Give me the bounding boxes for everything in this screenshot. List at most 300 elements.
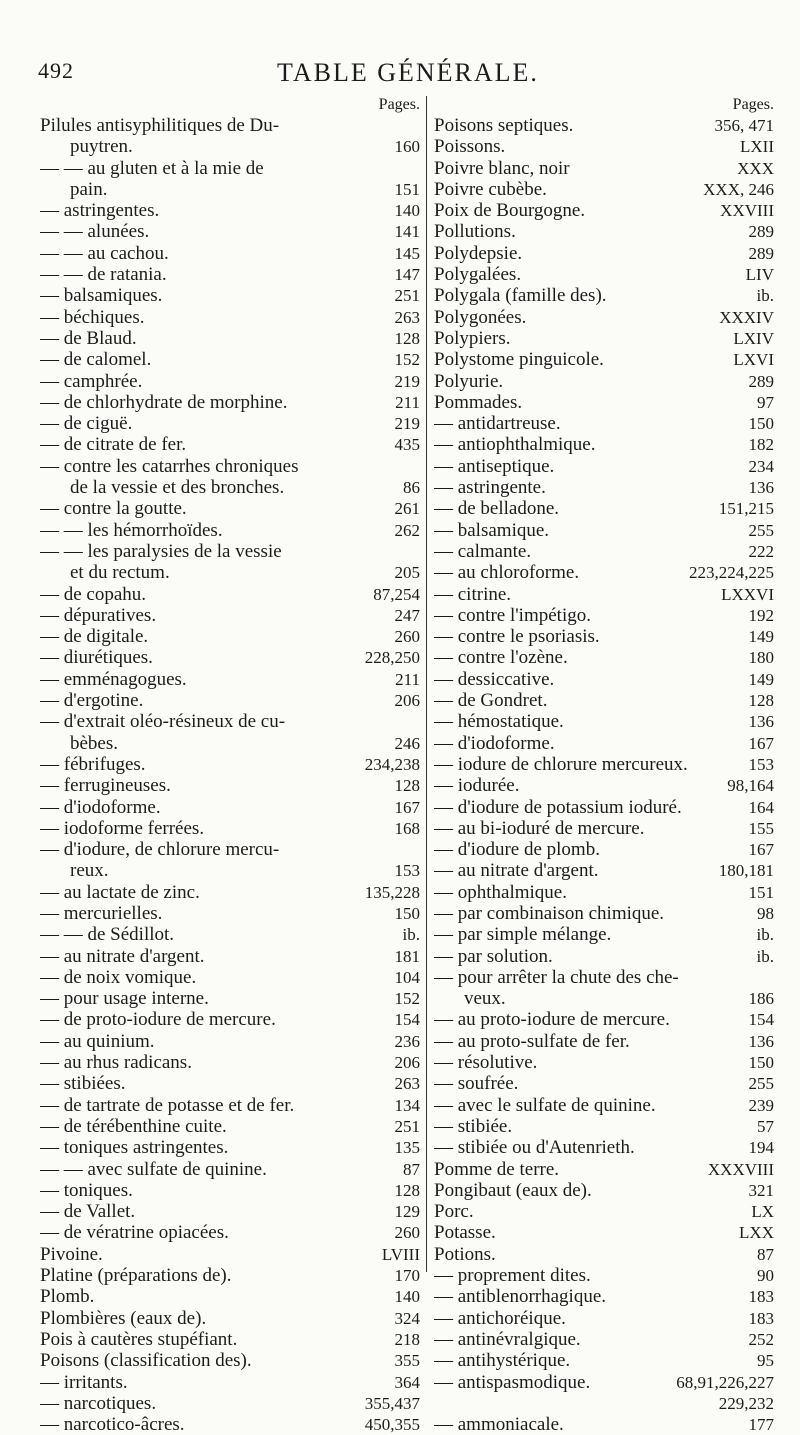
- entry-term: — au lactate de zinc.: [40, 881, 200, 903]
- entry-term: — stibiée.: [434, 1115, 513, 1137]
- entry-page-ref: LXIV: [733, 328, 774, 348]
- entry-page-ref: 170: [394, 1266, 420, 1286]
- entry-term: — — de ratania.: [40, 264, 167, 286]
- entry-term: Poix de Bourgogne.: [434, 200, 586, 222]
- index-entry: [434, 1159, 774, 1180]
- index-entry: [40, 1073, 420, 1094]
- index-entry: [40, 690, 420, 711]
- entry-term: Polypiers.: [434, 327, 511, 349]
- entry-term: — d'iodoforme.: [434, 732, 555, 754]
- entry-page-ref: 192: [748, 605, 774, 625]
- index-entry: [40, 605, 420, 626]
- entry-page-ref: 229,232: [718, 1393, 774, 1413]
- index-entry: [434, 1286, 774, 1307]
- entry-page-ref: 251: [394, 286, 420, 306]
- entry-page-ref: XXXVIII: [707, 1159, 774, 1179]
- entry-term: Platine (préparations de).: [40, 1265, 232, 1287]
- entry-page-ref: 324: [394, 1308, 420, 1328]
- entry-page-ref: 206: [394, 691, 420, 711]
- entry-term: — ophthalmique.: [434, 881, 567, 903]
- index-entry: [434, 1009, 774, 1030]
- entry-page-ref: 155: [748, 818, 774, 838]
- entry-page-ref: LXVI: [733, 350, 774, 370]
- entry-term: — de tartrate de potasse et de fer.: [40, 1094, 295, 1116]
- entry-page-ref: 355,437: [364, 1393, 420, 1413]
- index-entry-list: [40, 115, 420, 1435]
- entry-term: — stibiées.: [40, 1073, 126, 1095]
- entry-page-ref: 87,254: [373, 584, 420, 604]
- entry-term: Poivre cubèbe.: [434, 178, 547, 200]
- entry-page-ref: 183: [748, 1308, 774, 1328]
- entry-page-ref: 90: [757, 1266, 774, 1286]
- entry-term: — — au gluten et à la mie de: [40, 157, 264, 179]
- entry-page-ref: 129: [394, 1202, 420, 1222]
- index-entry: [40, 584, 420, 605]
- entry-page-ref: 152: [394, 989, 420, 1009]
- entry-term: Pommades.: [434, 391, 523, 413]
- index-entry: [40, 498, 420, 519]
- entry-page-ref: 151,215: [718, 499, 774, 519]
- index-entry: [434, 158, 774, 179]
- index-entry: [434, 1095, 774, 1116]
- entry-page-ref: 263: [394, 307, 420, 327]
- entry-term: — — de Sédillot.: [40, 924, 175, 946]
- index-entry: [434, 562, 774, 583]
- index-entry: [40, 307, 420, 328]
- entry-page-ref: ib.: [756, 946, 774, 966]
- entry-page-ref: LXXVI: [721, 584, 774, 604]
- entry-term: Polydepsie.: [434, 242, 523, 264]
- entry-term: — pour arrêter la chute des che-: [434, 966, 679, 988]
- running-title: TABLE GÉNÉRALE.: [277, 58, 539, 87]
- entry-page-ref: XXX, 246: [703, 179, 774, 199]
- entry-page-ref: 153: [394, 861, 420, 881]
- entry-term: — de térébenthine cuite.: [40, 1115, 227, 1137]
- entry-page-ref: 356, 471: [714, 116, 774, 135]
- index-entry: [40, 158, 420, 179]
- entry-page-ref: 98: [757, 903, 774, 923]
- index-entry-list: [434, 115, 774, 1435]
- index-entry: [40, 1201, 420, 1222]
- index-entry: [434, 520, 774, 541]
- index-entry: [40, 1393, 420, 1414]
- index-entry: [434, 647, 774, 668]
- entry-term: — mercurielles.: [40, 902, 163, 924]
- entry-term: — astringente.: [434, 477, 546, 499]
- entry-term: — narcotico-âcres.: [40, 1414, 185, 1435]
- index-entry: [40, 562, 420, 583]
- index-entry: [40, 541, 420, 562]
- index-entry: [434, 1414, 774, 1435]
- index-entry: [434, 733, 774, 754]
- index-entry: [40, 1116, 420, 1137]
- entry-term: — antichoréique.: [434, 1307, 566, 1329]
- entry-term: — antiophthalmique.: [434, 434, 596, 456]
- entry-page-ref: 289: [748, 243, 774, 263]
- entry-page-ref: XXX: [737, 158, 774, 178]
- index-entry: [434, 797, 774, 818]
- entry-page-ref: 183: [748, 1287, 774, 1307]
- index-entry: [40, 1137, 420, 1158]
- entry-term: — — alunées.: [40, 221, 150, 243]
- entry-term: — contre l'impétigo.: [434, 604, 591, 626]
- entry-page-ref: 289: [748, 371, 774, 391]
- entry-term: — astringentes.: [40, 200, 160, 222]
- entry-term: — antinévralgique.: [434, 1328, 581, 1350]
- index-entry: [40, 1095, 420, 1116]
- entry-term: — proprement dites.: [434, 1265, 591, 1287]
- entry-page-ref: 68,91,226,227: [676, 1372, 774, 1392]
- entry-term: — citrine.: [434, 583, 512, 605]
- index-entry: [40, 221, 420, 242]
- index-entry: [40, 1009, 420, 1030]
- entry-term: — pour usage interne.: [40, 988, 209, 1010]
- entry-term: — par solution.: [434, 945, 553, 967]
- index-entry: [434, 477, 774, 498]
- index-entry: [40, 328, 420, 349]
- entry-page-ref: 194: [748, 1138, 774, 1158]
- entry-term: — — avec sulfate de quinine.: [40, 1158, 267, 1180]
- entry-term: — d'extrait oléo-résineux de cu-: [40, 711, 286, 733]
- entry-term: — au rhus radicans.: [40, 1052, 192, 1074]
- entry-term: — avec le sulfate de quinine.: [434, 1094, 656, 1116]
- index-entry: [434, 1329, 774, 1350]
- entry-term: Pivoine.: [40, 1243, 103, 1265]
- entry-term: — de noix vomique.: [40, 966, 197, 988]
- entry-term: Pongibaut (eaux de).: [434, 1179, 592, 1201]
- entry-term: et du rectum.: [70, 562, 170, 584]
- index-entry: [434, 498, 774, 519]
- entry-term: — iodurée.: [434, 775, 520, 797]
- index-entry: [434, 349, 774, 370]
- entry-page-ref: 355: [394, 1351, 420, 1371]
- entry-page-ref: 247: [394, 605, 420, 625]
- entry-page-ref: 151: [394, 179, 420, 199]
- index-entry: [40, 1286, 420, 1307]
- entry-term: — antihystérique.: [434, 1350, 571, 1372]
- entry-term: — emménagogues.: [40, 668, 187, 690]
- entry-page-ref: 289: [748, 222, 774, 242]
- entry-page-ref: 87: [757, 1244, 774, 1264]
- entry-page-ref: 435: [394, 435, 420, 455]
- page-header: [38, 58, 778, 88]
- index-entry: [434, 179, 774, 200]
- entry-term: — de chlorhydrate de morphine.: [40, 391, 288, 413]
- entry-page-ref: 150: [394, 903, 420, 923]
- index-entry: [40, 243, 420, 264]
- entry-term: — toniques astringentes.: [40, 1137, 229, 1159]
- entry-page-ref: 147: [394, 265, 420, 285]
- entry-term: — antiseptique.: [434, 455, 555, 477]
- entry-term: — iodoforme ferrées.: [40, 817, 205, 839]
- entry-page-ref: 236: [394, 1031, 420, 1051]
- index-entry: [40, 839, 420, 860]
- index-entry: [434, 1031, 774, 1052]
- entry-page-ref: 206: [394, 1053, 420, 1073]
- index-entry: [434, 626, 774, 647]
- index-entry: [40, 1308, 420, 1329]
- entry-term: Pomme de terre.: [434, 1158, 560, 1180]
- entry-term: — au bi-ioduré de mercure.: [434, 817, 645, 839]
- pages-column-label: Pages.: [732, 96, 774, 113]
- entry-term: — d'ergotine.: [40, 690, 144, 712]
- entry-page-ref: 140: [394, 201, 420, 221]
- entry-term: de la vessie et des bronches.: [70, 477, 285, 499]
- index-entry: [40, 1350, 420, 1371]
- index-entry: [434, 903, 774, 924]
- entry-page-ref: 321: [748, 1180, 774, 1200]
- index-entry: [40, 988, 420, 1009]
- index-entry: [40, 1222, 420, 1243]
- index-entry: [434, 818, 774, 839]
- entry-page-ref: 128: [748, 691, 774, 711]
- entry-page-ref: 135: [394, 1138, 420, 1158]
- entry-page-ref: 134: [394, 1095, 420, 1115]
- entry-term: — balsamiques.: [40, 285, 163, 307]
- entry-term: — narcotiques.: [40, 1392, 157, 1414]
- entry-page-ref: 136: [748, 478, 774, 498]
- index-entry: [40, 1329, 420, 1350]
- entry-term: — résolutive.: [434, 1052, 538, 1074]
- entry-term: — — au cachou.: [40, 242, 169, 264]
- entry-page-ref: ib.: [756, 925, 774, 945]
- index-entry: [434, 434, 774, 455]
- entry-page-ref: 167: [748, 840, 774, 860]
- entry-page-ref: 246: [394, 733, 420, 753]
- entry-page-ref: 95: [757, 1351, 774, 1371]
- entry-term: puytren.: [70, 136, 133, 158]
- index-entry: [434, 541, 774, 562]
- entry-term: — d'iodure de plomb.: [434, 839, 600, 861]
- entry-term: — antidartreuse.: [434, 413, 561, 435]
- index-entry: [434, 200, 774, 221]
- entry-page-ref: 145: [394, 243, 420, 263]
- entry-term: — d'iodure de potassium ioduré.: [434, 796, 682, 818]
- index-entry: [434, 711, 774, 732]
- index-entry: [40, 349, 420, 370]
- entry-term: — — les paralysies de la vessie: [40, 540, 282, 562]
- entry-page-ref: 167: [748, 733, 774, 753]
- entry-page-ref: ib.: [402, 925, 420, 945]
- entry-page-ref: 151: [748, 882, 774, 902]
- entry-page-ref: 150: [748, 414, 774, 434]
- index-entry: [40, 413, 420, 434]
- index-entry: [40, 392, 420, 413]
- entry-page-ref: 98,164: [727, 776, 774, 796]
- index-entry: [40, 669, 420, 690]
- entry-page-ref: 218: [394, 1329, 420, 1349]
- index-entry: [40, 754, 420, 775]
- column-divider: [426, 96, 427, 1272]
- entry-page-ref: 181: [394, 946, 420, 966]
- entry-page-ref: 180: [748, 648, 774, 668]
- pages-column-label: Pages.: [378, 96, 420, 113]
- entry-term: — diurétiques.: [40, 647, 153, 669]
- entry-term: — antispasmodique.: [434, 1371, 591, 1393]
- index-entry: [434, 221, 774, 242]
- index-entry: [40, 818, 420, 839]
- entry-page-ref: 263: [394, 1074, 420, 1094]
- entry-page-ref: 182: [748, 435, 774, 455]
- entry-term: — balsamique.: [434, 519, 550, 541]
- entry-page-ref: 255: [748, 520, 774, 540]
- entry-term: — de Vallet.: [40, 1201, 136, 1223]
- entry-page-ref: 261: [394, 499, 420, 519]
- entry-term: reux.: [70, 860, 109, 882]
- entry-term: — au nitrate d'argent.: [40, 945, 205, 967]
- entry-term: bèbes.: [70, 732, 119, 754]
- entry-page-ref: 234,238: [364, 754, 420, 774]
- index-entry: [434, 285, 774, 306]
- entry-term: — par simple mélange.: [434, 924, 612, 946]
- entry-term: — ammoniacale.: [434, 1414, 564, 1435]
- entry-page-ref: 164: [748, 797, 774, 817]
- entry-page-ref: 260: [394, 1223, 420, 1243]
- index-entry: [434, 860, 774, 881]
- index-entry: [434, 456, 774, 477]
- index-column-left: [40, 94, 420, 1435]
- index-entry: [40, 626, 420, 647]
- index-entry: [40, 711, 420, 732]
- entry-term: Polygalées.: [434, 264, 522, 286]
- index-entry: [40, 1159, 420, 1180]
- entry-page-ref: 152: [394, 350, 420, 370]
- entry-term: Poisons (classification des).: [40, 1350, 252, 1372]
- entry-term: — contre les catarrhes chroniques: [40, 455, 299, 477]
- index-entry: [40, 371, 420, 392]
- entry-term: — iodure de chlorure mercureux.: [434, 753, 688, 775]
- index-entry: [434, 967, 774, 988]
- entry-page-ref: LX: [751, 1202, 774, 1222]
- index-entry: [434, 1052, 774, 1073]
- entry-page-ref: 128: [394, 776, 420, 796]
- entry-page-ref: 252: [748, 1329, 774, 1349]
- index-entry: [40, 733, 420, 754]
- entry-term: Polygala (famille des).: [434, 285, 607, 307]
- index-entry: [434, 988, 774, 1009]
- index-entry: [434, 584, 774, 605]
- entry-term: — camphrée.: [40, 370, 143, 392]
- entry-page-ref: 87: [403, 1159, 420, 1179]
- entry-term: Plombières (eaux de).: [40, 1307, 207, 1329]
- entry-term: — ferrugineuses.: [40, 775, 171, 797]
- index-entry: [434, 882, 774, 903]
- entry-page-ref: 228,250: [364, 648, 420, 668]
- entry-term: — contre l'ozène.: [434, 647, 568, 669]
- entry-page-ref: 149: [748, 627, 774, 647]
- entry-term: veux.: [464, 988, 506, 1010]
- index-entry: [434, 839, 774, 860]
- entry-term: — soufrée.: [434, 1073, 519, 1095]
- index-entry: [40, 903, 420, 924]
- entry-page-ref: 251: [394, 1116, 420, 1136]
- index-entry: [434, 1265, 774, 1286]
- index-entry: [40, 520, 420, 541]
- entry-term: Polystome pinguicole.: [434, 349, 604, 371]
- entry-page-ref: XXVIII: [720, 201, 774, 221]
- entry-page-ref: 180,181: [718, 861, 774, 881]
- index-entry: [434, 1201, 774, 1222]
- entry-page-ref: 154: [748, 1010, 774, 1030]
- entry-page-ref: 255: [748, 1074, 774, 1094]
- index-entry: [434, 413, 774, 434]
- entry-page-ref: 177: [748, 1415, 774, 1435]
- entry-term: — au quinium.: [40, 1030, 155, 1052]
- entry-page-ref: 211: [395, 392, 420, 412]
- index-entry: [434, 1350, 774, 1371]
- entry-term: Polygonées.: [434, 306, 527, 328]
- entry-term: Pois à cautères stupéfiant.: [40, 1328, 238, 1350]
- index-entry: [434, 328, 774, 349]
- entry-page-ref: 141: [394, 222, 420, 242]
- entry-page-ref: LXII: [740, 137, 774, 157]
- entry-page-ref: 150: [748, 1053, 774, 1073]
- index-entry: [40, 647, 420, 668]
- entry-term: — fébrifuges.: [40, 753, 146, 775]
- index-entry: [40, 1372, 420, 1393]
- index-entry: [434, 775, 774, 796]
- index-entry: [434, 1244, 774, 1265]
- index-entry: [40, 1031, 420, 1052]
- index-entry: [434, 1137, 774, 1158]
- entry-term: — de vératrine opiacées.: [40, 1222, 229, 1244]
- index-entry: [434, 264, 774, 285]
- entry-page-ref: LIV: [745, 265, 774, 285]
- entry-page-ref: ib.: [756, 286, 774, 306]
- entry-page-ref: 86: [403, 478, 420, 498]
- index-entry: [434, 115, 774, 136]
- entry-page-ref: 186: [748, 989, 774, 1009]
- index-entry: [434, 136, 774, 157]
- index-entry: [434, 243, 774, 264]
- entry-term: — de calomel.: [40, 349, 152, 371]
- entry-term: — contre le psoriasis.: [434, 626, 600, 648]
- index-entry: [434, 754, 774, 775]
- index-entry: [40, 1244, 420, 1265]
- index-entry: [40, 456, 420, 477]
- entry-term: Plomb.: [40, 1286, 95, 1308]
- entry-term: — par combinaison chimique.: [434, 902, 665, 924]
- entry-page-ref: 364: [394, 1372, 420, 1392]
- index-entry: [40, 882, 420, 903]
- index-entry: [434, 392, 774, 413]
- entry-term: — au proto-sulfate de fer.: [434, 1030, 630, 1052]
- entry-term: — calmante.: [434, 540, 532, 562]
- index-entry: [40, 179, 420, 200]
- index-entry: [40, 477, 420, 498]
- entry-term: — de copahu.: [40, 583, 147, 605]
- entry-term: — de ciguë.: [40, 413, 133, 435]
- index-entry: [40, 434, 420, 455]
- index-entry: [40, 797, 420, 818]
- page-number: 492: [38, 58, 74, 83]
- entry-term: — hémostatique.: [434, 711, 564, 733]
- entry-term: — de proto-iodure de mercure.: [40, 1009, 276, 1031]
- entry-page-ref: 260: [394, 627, 420, 647]
- entry-page-ref: 136: [748, 1031, 774, 1051]
- index-entry: [434, 946, 774, 967]
- entry-page-ref: 262: [394, 520, 420, 540]
- entry-term: Poivre blanc, noir: [434, 157, 570, 179]
- entry-page-ref: 104: [394, 967, 420, 987]
- entry-term: Poissons.: [434, 136, 506, 158]
- index-entry: [434, 1393, 774, 1414]
- entry-term: — toniques.: [40, 1179, 133, 1201]
- entry-page-ref: 128: [394, 1180, 420, 1200]
- index-entry: [40, 1180, 420, 1201]
- entry-term: Pollutions.: [434, 221, 516, 243]
- entry-page-ref: 57: [757, 1116, 774, 1136]
